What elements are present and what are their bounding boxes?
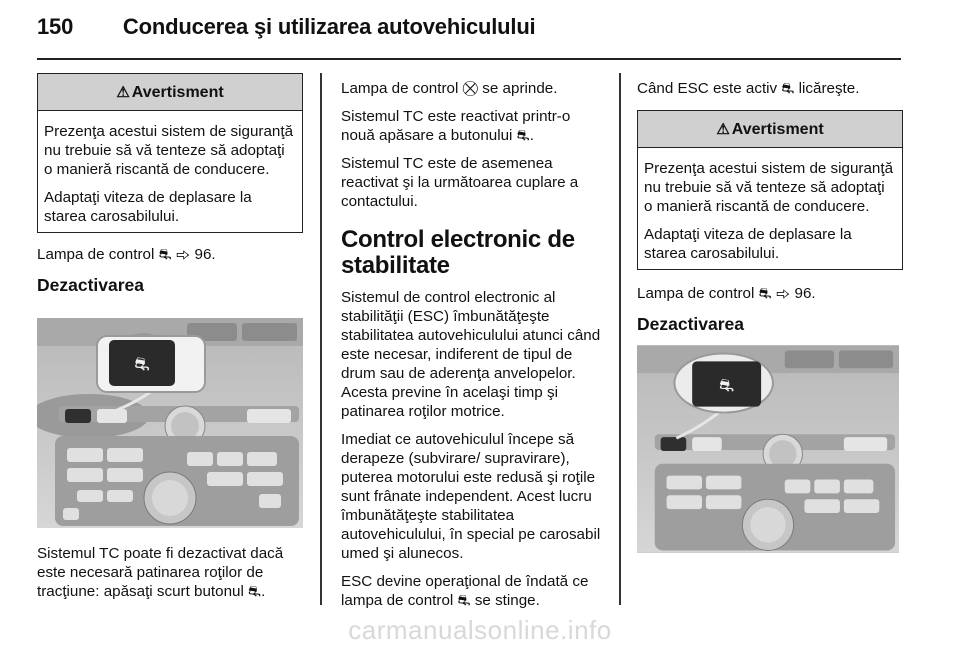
svg-text:⛐: ⛐ [718, 375, 735, 396]
esc-active-text: Când ESC este activ ⛐ licăreşte. [637, 80, 860, 97]
column-divider-2 [619, 73, 621, 605]
column-3 [637, 79, 903, 343]
esc-description: Sistemul de control electronic al stabilităţii (ESC) îmbunătăţeşte stabilitatea autovehiculului atunci când este necesar, indiferent de tipul de drum sau de aderenţa anvelopelor. Acesta previne în acelaşi timp şi patinarea roţilor motrice. [341, 289, 601, 420]
warning-text-2b: Adaptaţi viteza de deplasare la starea carosabilului. [644, 226, 852, 262]
warning-box [37, 73, 303, 233]
chapter-title: Conducerea şi utilizarea autovehiculului [122, 14, 536, 39]
esc-operational-text: ESC devine operaţional de îndată ce lampa de control ⛐ se stinge. [341, 573, 589, 609]
tc-reactivated-text: Sistemul TC este reactivat printr-o nouă apăsare a butonului ⛐. [341, 108, 571, 144]
watermark: carmanualsonline.info [348, 615, 612, 645]
header-rule [37, 58, 901, 60]
lamp-reference: Lampa de control ⛐ ⇨ 96. [37, 246, 216, 263]
column-2 [341, 79, 607, 619]
svg-text:⛐: ⛐ [134, 354, 150, 375]
warning-body-2 [638, 148, 902, 269]
column-divider-1 [320, 73, 322, 605]
dashboard-photo-2 [637, 345, 899, 553]
section-heading-dezactivarea: Dezactivarea [37, 275, 145, 295]
tc-lamp-on-text: Lampa de control ⛒ se aprinde. [341, 80, 558, 97]
warning-triangle-icon: ⚠ [716, 120, 730, 138]
warning-header [38, 74, 302, 111]
warning-text-1b: Prezenţa acestui sistem de siguranţă nu trebuie să vă tenteze să adoptaţi o manieră riscantă de conducere. [644, 160, 894, 215]
esc-section-heading: Control electronic de stabilitate [341, 226, 575, 279]
section-heading-dezactivarea-2: Dezactivarea [637, 314, 745, 334]
page-header [37, 14, 535, 40]
warning-text-2: Adaptaţi viteza de deplasare la starea carosabilului. [44, 189, 252, 225]
warning-box-2 [637, 110, 903, 270]
center-console-illustration [37, 318, 303, 528]
lamp-reference-2: Lampa de control ⛐ ⇨ 96. [637, 285, 816, 302]
warning-title: Avertisment [131, 83, 224, 101]
esc-skid-text: Imediat ce autovehiculul începe să derapeze (subvirare/ supravirare), puterea motorului este redusă şi roţile sunt frânate independent. Acest lucru îmbunătăţeşte stabilitatea autovehiculului, în special pe carosabil umed şi alunecos. [341, 431, 601, 562]
dashboard-photo-1 [37, 318, 303, 528]
column-1 [37, 73, 303, 304]
warning-title-2: Avertisment [731, 120, 824, 138]
warning-header-2 [638, 111, 902, 148]
center-console-illustration-2 [637, 345, 899, 553]
warning-body [38, 111, 302, 232]
warning-triangle-icon: ⚠ [116, 83, 130, 101]
page-number: 150 [37, 14, 74, 39]
tc-ignition-text: Sistemul TC este de asemenea reactivat şi la următoarea cuplare a contactului. [341, 155, 579, 210]
warning-text-1: Prezenţa acestui sistem de siguranţă nu trebuie să vă tenteze să adoptaţi o manieră riscantă de conducere. [44, 123, 294, 178]
dezactivare-caption: Sistemul TC poate fi dezactivat dacă este necesară patinarea roţilor de tracţiune: apăsaţi scurt butonul ⛐. [37, 545, 284, 600]
